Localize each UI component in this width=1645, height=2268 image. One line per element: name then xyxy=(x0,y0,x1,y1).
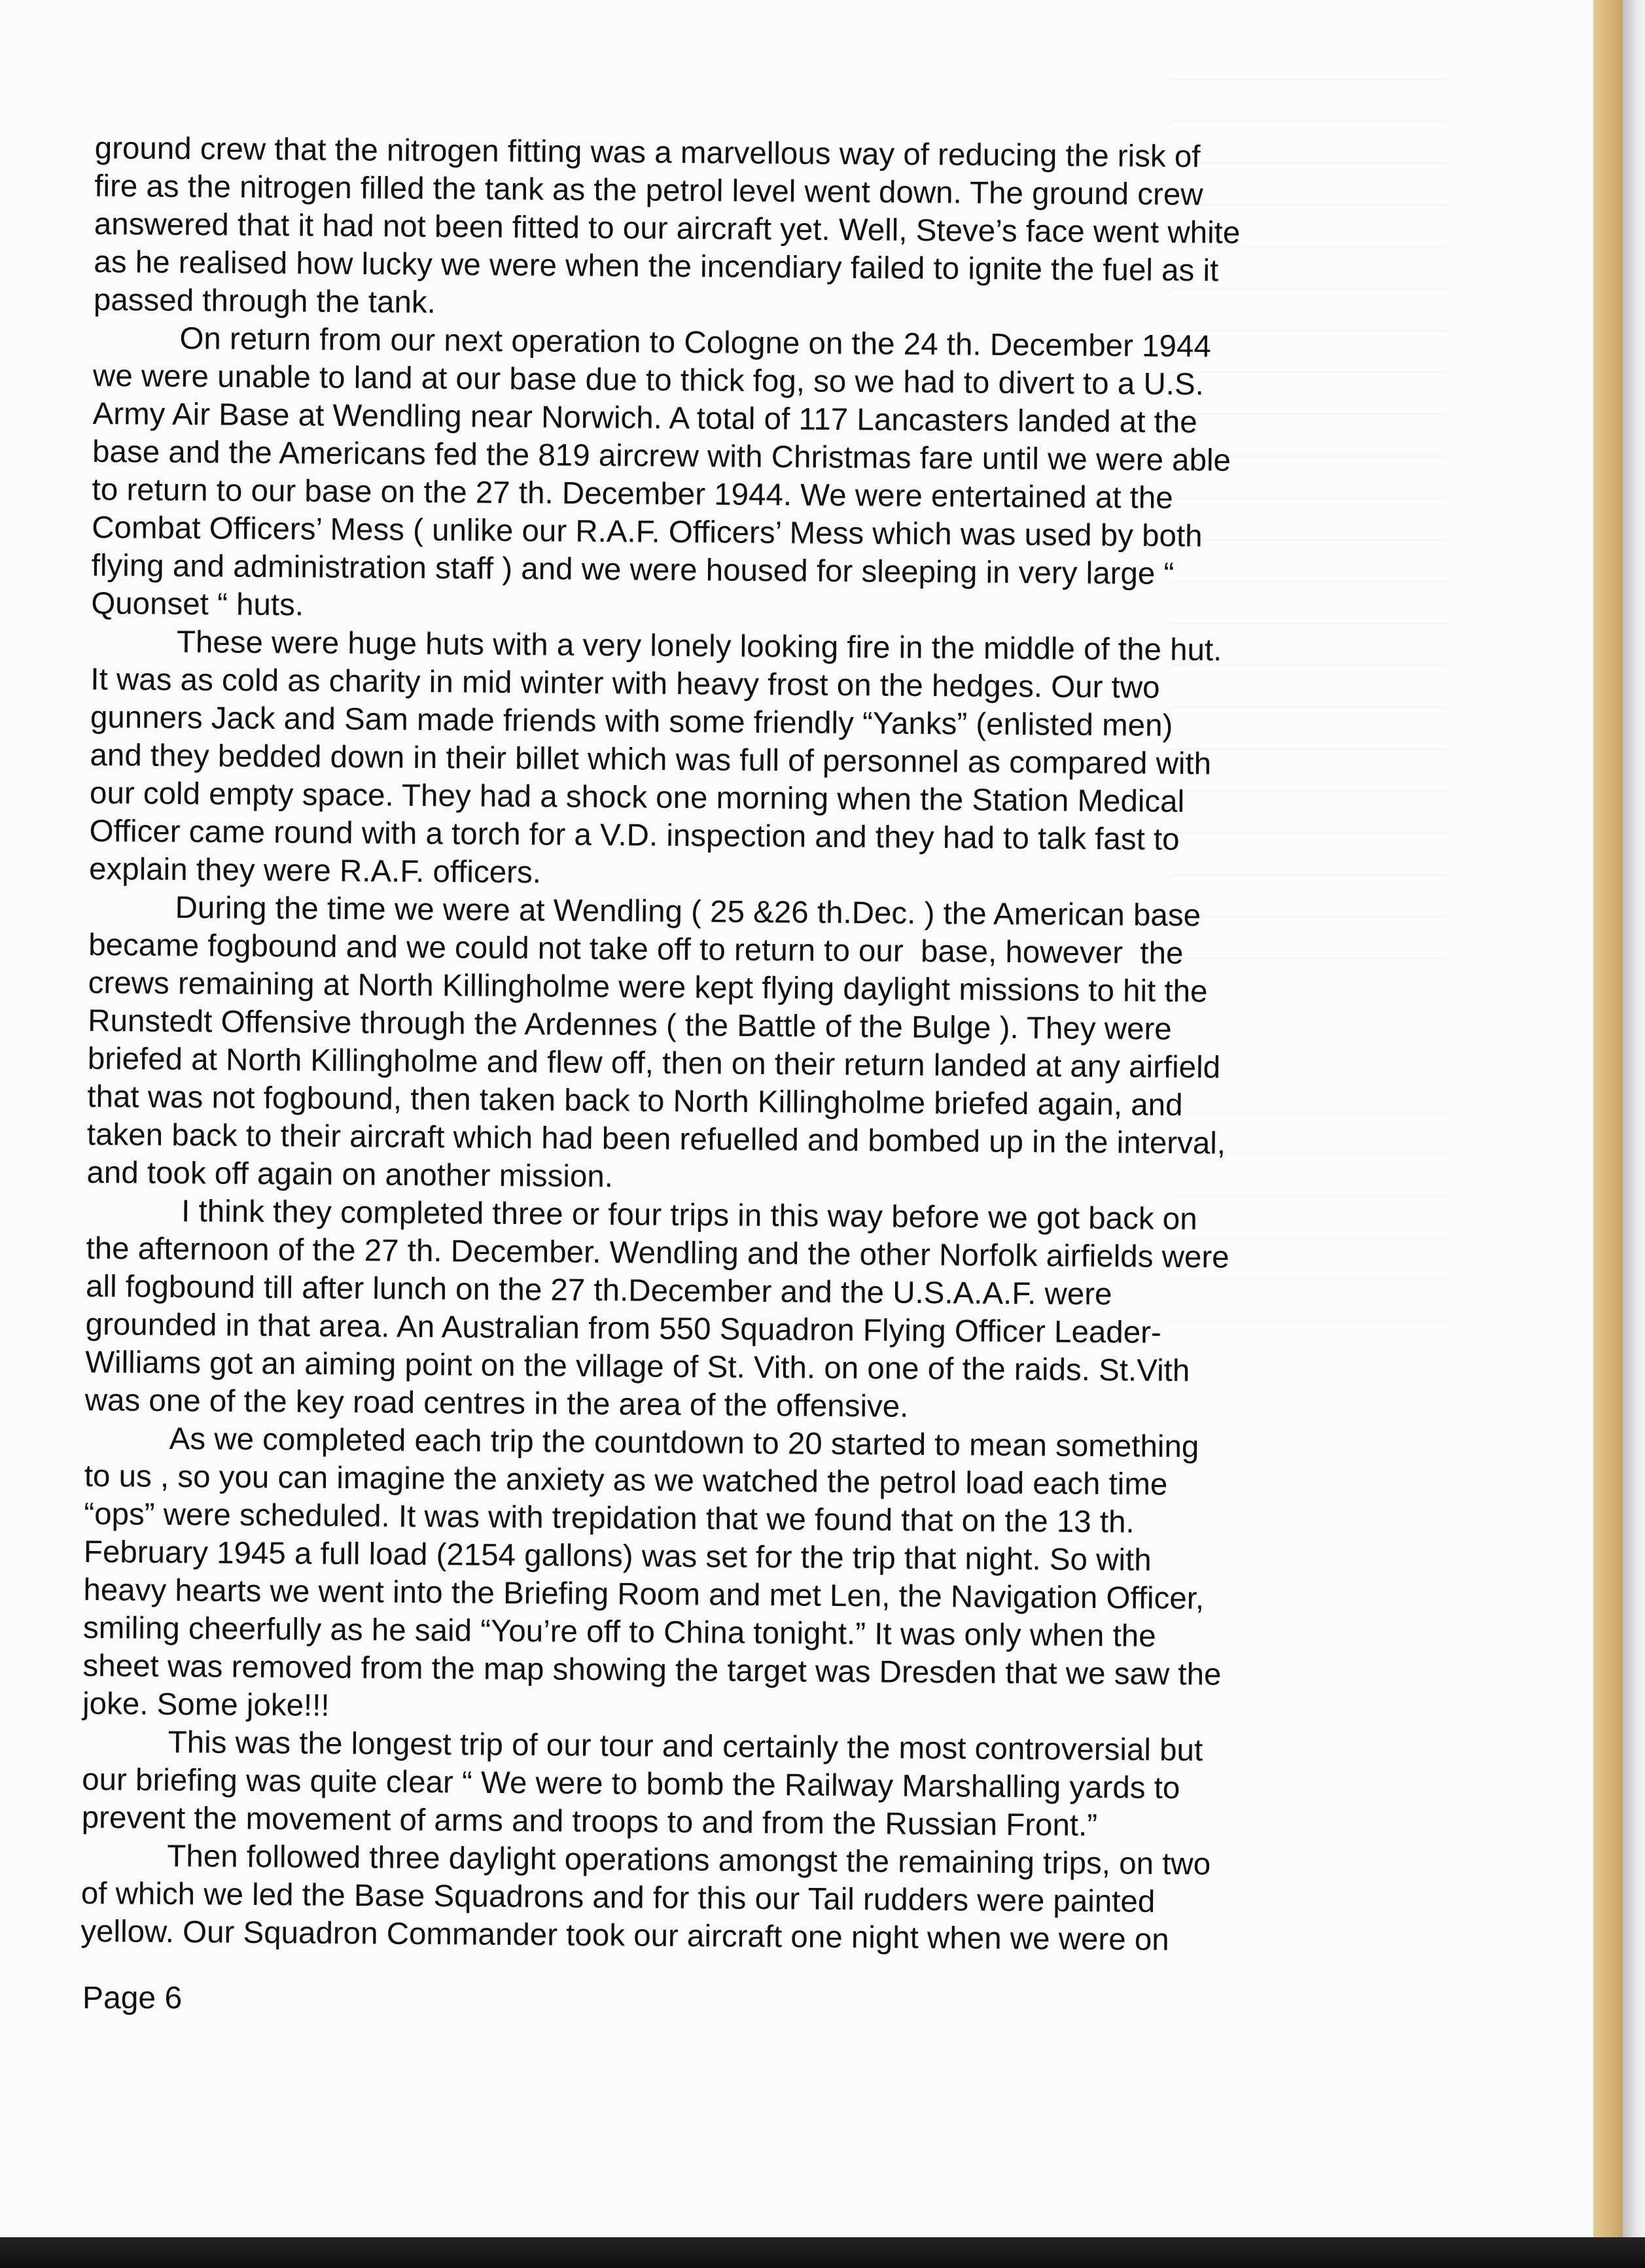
text-line-35: As we completed each trip the countdown to 20 started to mean something xyxy=(84,1420,1199,1465)
text-line-5: passed through the tank. xyxy=(93,282,436,321)
text-line-34: was one of the key road centres in the area of the offensive. xyxy=(84,1382,909,1424)
text-line-33: Williams got an aiming point on the village of St. Vith. on one of the raids. St.Vith xyxy=(84,1344,1190,1389)
text-line-25: briefed at North Killingholme and flew off, then on their return landed at any airfield xyxy=(87,1041,1221,1085)
text-line-42: joke. Some joke!!! xyxy=(82,1686,330,1723)
text-line-21: During the time we were at Wendling ( 25 &26 th.Dec. ) the American base xyxy=(88,889,1201,933)
text-line-10: to return to our base on the 27 th. December 1944. We were entertained at the xyxy=(92,472,1173,515)
text-line-48: yellow. Our Squadron Commander took our aircraft one night when we were on xyxy=(80,1913,1169,1957)
text-line-16: gunners Jack and Sam made friends with some friendly “Yanks” (enlisted men) xyxy=(90,699,1173,743)
text-line-6: On return from our next operation to Cologne on the 24 th. December 1944 xyxy=(93,320,1211,364)
text-line-43: This was the longest trip of our tour and certainly the most controversial but xyxy=(82,1724,1203,1768)
text-line-24: Runstedt Offensive through the Ardennes ( the Battle of the Bulge ). They were xyxy=(88,1003,1172,1047)
page-number: Page 6 xyxy=(82,1981,183,2015)
text-line-18: our cold empty space. They had a shock one morning when the Station Medical xyxy=(89,775,1185,820)
text-line-37: “ops” were scheduled. It was with trepidation that we found that on the 13 th. xyxy=(84,1496,1135,1540)
page-edge-tan xyxy=(1593,0,1623,2268)
text-line-40: smiling cheerfully as he said “You’re off to China tonight.” It was only when the xyxy=(82,1610,1156,1654)
page-edge-gray xyxy=(1623,0,1645,2268)
text-line-31: all fogbound till after lunch on the 27 th.December and the U.S.A.A.F. were xyxy=(85,1268,1112,1312)
body-text xyxy=(80,130,1325,1961)
text-line-29: I think they completed three or four trips in this way before we got back on xyxy=(86,1193,1197,1237)
text-line-1: ground crew that the nitrogen fitting was a marvellous way of reducing the risk of xyxy=(94,130,1201,175)
text-line-14: These were huge huts with a very lonely looking fire in the middle of the hut. xyxy=(90,623,1222,668)
text-line-32: grounded in that area. An Australian from 550 Squadron Flying Officer Leader- xyxy=(85,1306,1161,1350)
text-line-8: Army Air Base at Wendling near Norwich. A total of 117 Lancasters landed at the xyxy=(92,396,1197,440)
text-line-23: crews remaining at North Killingholme were kept flying daylight missions to hit the xyxy=(88,965,1208,1009)
text-line-20: explain they were R.A.F. officers. xyxy=(88,851,542,890)
text-line-12: flying and administration staff ) and we were housed for sleeping in very large “ xyxy=(91,548,1175,591)
text-line-11: Combat Officers’ Mess ( unlike our R.A.F. Officers’ Mess which was used by both xyxy=(92,510,1203,554)
text-line-2: fire as the nitrogen filled the tank as the petrol level went down. The ground crew xyxy=(94,168,1203,213)
text-line-26: that was not fogbound, then taken back to North Killingholme briefed again, and xyxy=(87,1079,1183,1123)
text-line-44: our briefing was quite clear “ We were to bomb the Railway Marshalling yards to xyxy=(81,1762,1180,1806)
text-line-46: Then followed three daylight operations amongst the remaining trips, on two xyxy=(81,1838,1211,1882)
text-line-47: of which we led the Base Squadrons and for this our Tail rudders were painted xyxy=(80,1875,1156,1919)
text-line-41: sheet was removed from the map showing the target was Dresden that we saw the xyxy=(82,1648,1222,1692)
text-line-7: we were unable to land at our base due to thick fog, so we had to divert to a U.S. xyxy=(92,358,1205,402)
text-line-30: the afternoon of the 27 th. December. Wendling and the other Norfolk airfields were xyxy=(86,1230,1229,1275)
text-line-27: taken back to their aircraft which had been refuelled and bombed up in the interval, xyxy=(86,1117,1226,1161)
text-line-15: It was as cold as charity in mid winter with heavy frost on the hedges. Our two xyxy=(90,661,1160,705)
text-line-28: and took off again on another mission. xyxy=(86,1155,614,1195)
text-line-17: and they bedded down in their billet which was full of personnel as compared with xyxy=(90,737,1212,782)
text-line-9: base and the Americans fed the 819 aircrew with Christmas fare until we were able xyxy=(92,434,1231,478)
text-line-13: Quonset “ huts. xyxy=(91,585,304,623)
text-line-38: February 1945 a full load (2154 gallons) was set for the trip that night. So with xyxy=(83,1534,1152,1578)
text-line-39: heavy hearts we went into the Briefing Room and met Len, the Navigation Officer, xyxy=(83,1572,1205,1616)
text-line-36: to us , so you can imagine the anxiety as we watched the petrol load each time xyxy=(84,1458,1168,1502)
text-line-3: answered that it had not been fitted to our aircraft yet. Well, Steve’s face went white xyxy=(94,206,1241,251)
text-line-45: prevent the movement of arms and troops to and from the Russian Front.” xyxy=(81,1800,1098,1843)
text-line-22: became fogbound and we could not take off to return to our base, however the xyxy=(88,927,1184,971)
text-line-19: Officer came round with a torch for a V.D. inspection and they had to talk fast to xyxy=(89,813,1180,858)
text-line-4: as he realised how lucky we were when the incendiary failed to ignite the fuel as it xyxy=(94,244,1219,288)
scan-bottom-edge xyxy=(0,2237,1645,2268)
